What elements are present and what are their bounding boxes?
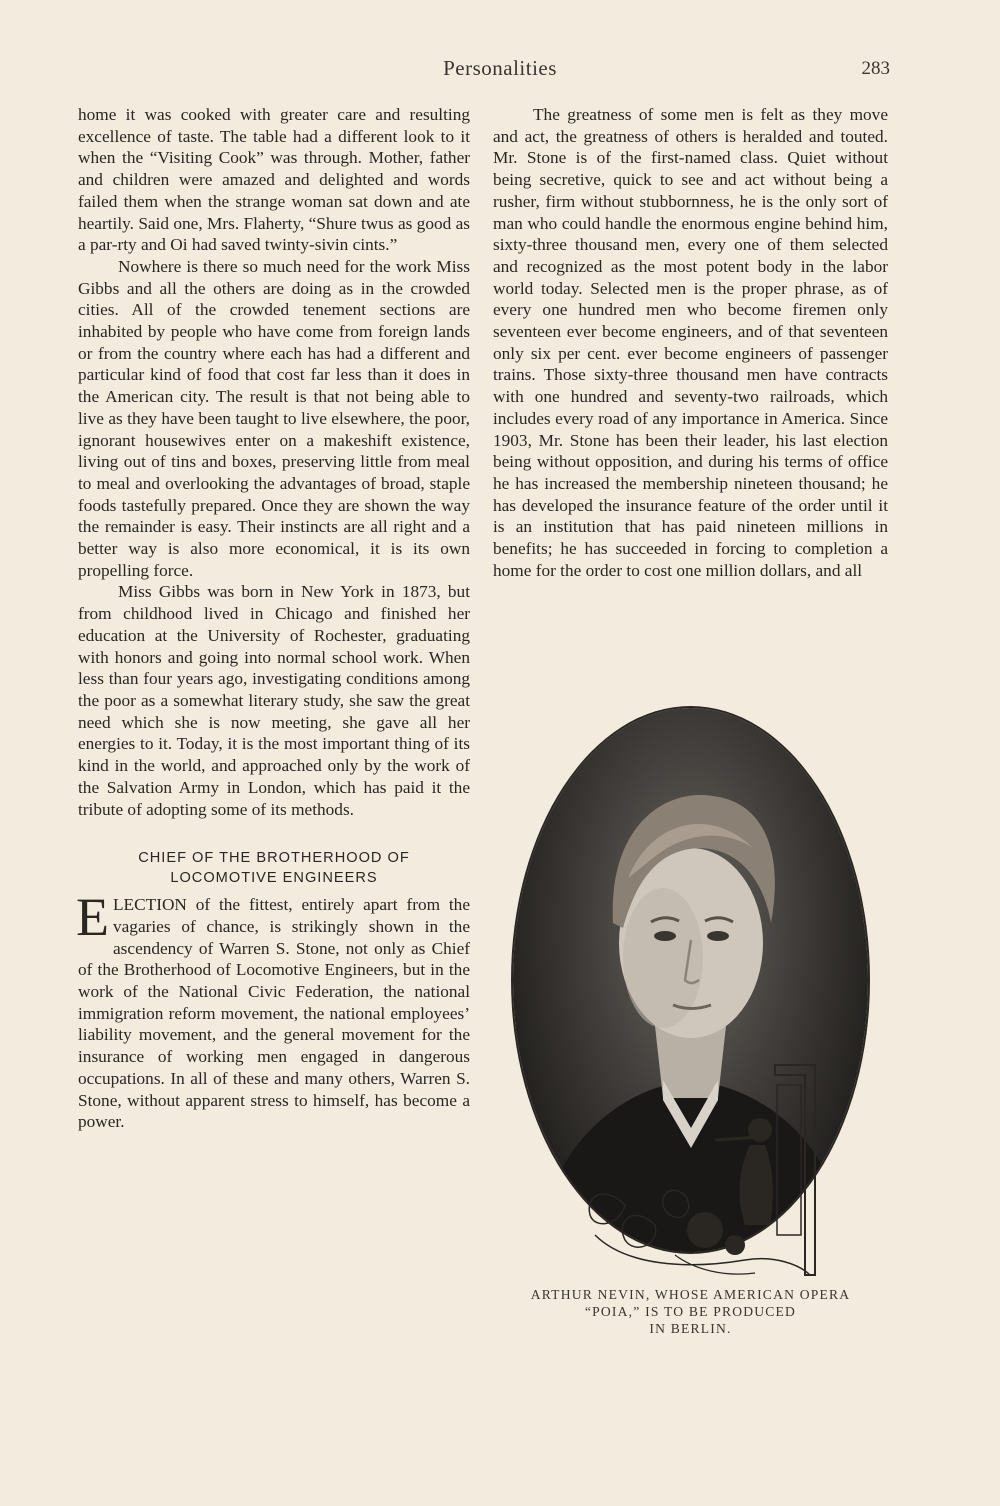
- drop-cap: E: [76, 887, 109, 948]
- section-heading-line: LOCOMOTIVE ENGINEERS: [170, 870, 378, 887]
- section-heading: [78, 848, 470, 888]
- section-heading-line: CHIEF OF THE BROTHERHOOD OF: [138, 850, 410, 867]
- right-column: [493, 104, 888, 581]
- paragraph: Nowhere is there so much need for the work Miss Gibbs and all the others are doing as in the crowded cities. All of the crowded tenement sections are inhabited by people who have come from foreign lands or from the country where each has had a different and particular kind of food that cost far less than it does in the American city. The result is that not being able to live as they have been taught to live elsewhere, the poor, ignorant housewives enter on a makeshift existence, living out of tins and boxes, preserving little from meal to meal and overlooking the advantages of broad, staple foods tastefully prepared. Once they are shown the way the remainder is easy. Their instincts are all right and a better way is also more economical, it is its own propelling force.: [78, 256, 470, 580]
- page-number: 283: [861, 58, 890, 79]
- paragraph-text: LECTION of the fittest, entirely apart from the vagaries of chance, is strikingly shown in the ascendency of Warren S. Stone, not only as Chief of the Brotherhood of Locomotive Engineers, but in the work of the National Civic Federation, the national immigration reform movement, the national employees’ liability movement, and the general movement for the insurance of working men engaged in dangerous occupations. In all of these and many others, Warren S. Stone, without apparent stress to himself, has become a power.: [78, 895, 470, 1132]
- paragraph: The greatness of some men is felt as they move and act, the greatness of others is heralded and touted. Mr. Stone is of the first-named class. Quiet without being secretive, quick to see and act without being a rusher, firm without stubbornness, he is the only sort of man who could handle the enormous engine behind him, sixty-three thousand men, every one of them selected and recognized as the most potent body in the labor world today. Selected men is the proper phrase, as of every one hundred men who become firemen only seventeen ever become engineers, and of that seventeen only six per cent. ever become engineers of passenger trains. Those sixty-three thousand men have contracts with one hundred and seventy-two railroads, which includes every road of any importance in America. Since 1903, Mr. Stone has been their leader, his last election being without opposition, and during his terms of office he has increased the membership nineteen thousand; he has developed the insurance feature of the order until it is an institution that has paid nineteen millions in benefits; he has succeeded in forcing to completion a home for the order to cost one million dollars, and all: [493, 105, 888, 580]
- paragraph-with-drop-cap: [76, 887, 470, 1133]
- caption-line: IN BERLIN.: [649, 1321, 732, 1336]
- decorative-flute-player-ornament: [565, 1055, 855, 1285]
- caption-line: “POIA,” IS TO BE PRODUCED: [584, 1304, 797, 1319]
- paragraph: home it was cooked with greater care and resulting excellence of taste. The table had a different look to it when the “Visiting Cook” was through. Mother, father and children were amazed and delighted and words failed them when the strange woman sat down and ate heartily. Said one, Mrs. Flaherty, “Shure twus as good as a par-rty and Oi had saved twinty-sivin cints.”: [78, 105, 470, 255]
- photo-caption: [493, 1286, 888, 1337]
- running-title: Personalities: [443, 56, 557, 80]
- paragraph: Miss Gibbs was born in New York in 1873, but from childhood lived in Chicago and finished her education at the University of Rochester, graduating with honors and going into normal school work. When less than four years ago, investigating conditions among the poor as a somewhat literary study, she saw the great need which she is now meeting, she gave all her energies to it. Today, it is the most important thing of its kind in the world, and approached only by the work of the Salvation Army in London, which has paid it the tribute of adopting some of its methods.: [78, 582, 470, 819]
- caption-line: ARTHUR NEVIN, WHOSE AMERICAN OPERA: [530, 1287, 851, 1302]
- left-column: [78, 104, 470, 1133]
- running-head: [0, 56, 1000, 84]
